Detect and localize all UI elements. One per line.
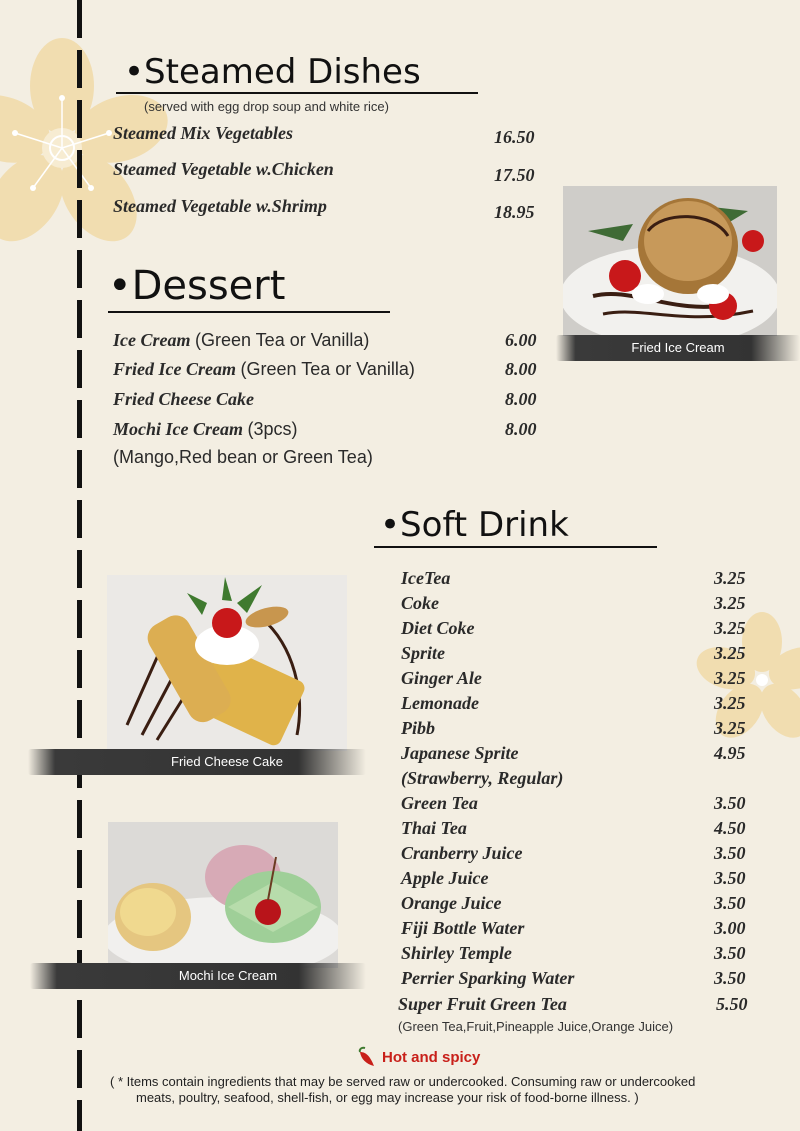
fried-ice-cream-photo — [563, 186, 777, 336]
menu-item-price: 8.00 — [505, 419, 537, 439]
drink-name: Coke — [401, 593, 439, 613]
menu-item-price: 8.00 — [505, 389, 537, 409]
soft-drink-rule — [374, 546, 657, 548]
fried-cheese-cake-caption: Fried Cheese Cake — [28, 749, 366, 775]
drink-name: Perrier Sparking Water — [401, 968, 575, 988]
fried-ice-cream-caption: Fried Ice Cream — [556, 335, 800, 361]
drink-price: 3.25 — [714, 693, 746, 713]
drink-name: Diet Coke — [401, 618, 475, 638]
drink-name: Ginger Ale — [401, 668, 482, 688]
menu-item-detail: (3pcs) — [247, 419, 298, 439]
hot-spicy-legend — [356, 1046, 480, 1068]
menu-item-price: 16.50 — [494, 127, 535, 147]
disclaimer-line-2: meats, poultry, seafood, shell-fish, or egg may increase your risk of food-borne illness. ) — [136, 1090, 639, 1105]
menu-item-name: Fried Cheese Cake — [113, 389, 254, 409]
menu-item — [113, 419, 298, 440]
drink-price: 4.95 — [714, 743, 746, 763]
dessert-rule — [108, 311, 390, 313]
menu-item-name: Mochi Ice Cream — [113, 419, 243, 439]
drink-name: Apple Juice — [401, 868, 489, 888]
drink-name: Japanese Sprite — [401, 743, 519, 763]
drink-name: Sprite — [401, 643, 446, 663]
drink-name: Cranberry Juice — [401, 843, 523, 863]
super-fruit-detail: (Green Tea,Fruit,Pineapple Juice,Orange Juice) — [398, 1019, 674, 1034]
drink-price: 3.25 — [714, 718, 746, 738]
drink-price: 3.00 — [714, 918, 746, 938]
drink-price: 3.25 — [714, 643, 746, 663]
drink-name: Lemonade — [401, 693, 479, 713]
menu-item-detail: (Green Tea or Vanilla) — [194, 330, 370, 350]
menu-item-price: 8.00 — [505, 359, 537, 379]
menu-item-price: 6.00 — [505, 330, 537, 350]
steamed-dishes-title: •Steamed Dishes — [124, 52, 421, 92]
drink-price: 3.25 — [714, 618, 746, 638]
menu-item-name: Steamed Mix Vegetables — [113, 123, 293, 143]
menu-item — [113, 359, 415, 380]
menu-item-name: Fried Ice Cream — [113, 359, 236, 379]
drink-price: 5.50 — [716, 994, 748, 1014]
dessert-title: •Dessert — [108, 263, 286, 309]
drink-name: (Strawberry, Regular) — [401, 768, 564, 788]
mochi-flavors — [113, 447, 373, 468]
soft-drink-title: •Soft Drink — [380, 505, 569, 545]
drink-name: Fiji Bottle Water — [401, 918, 525, 938]
drink-name: Super Fruit Green Tea — [398, 994, 567, 1014]
drink-price: 3.50 — [714, 868, 746, 888]
drink-price: 3.50 — [714, 943, 746, 963]
steamed-dishes-subtitle: (served with egg drop soup and white rice) — [144, 99, 389, 114]
menu-item — [113, 330, 369, 351]
drink-price: 3.50 — [714, 793, 746, 813]
drink-price: 3.25 — [714, 568, 746, 588]
drink-name: IceTea — [401, 568, 451, 588]
menu-item-name: Ice Cream — [113, 330, 191, 350]
menu-item — [113, 389, 254, 410]
hot-spicy-label: Hot and spicy — [382, 1048, 481, 1066]
drink-price: 3.25 — [714, 593, 746, 613]
disclaimer-line-1: ( * Items contain ingredients that may be served raw or undercooked. Consuming raw or undercooked — [110, 1074, 696, 1089]
drink-name: Orange Juice — [401, 893, 502, 913]
menu-item-price: 17.50 — [494, 165, 535, 185]
drink-price: 3.50 — [714, 968, 746, 988]
drink-price: 4.50 — [714, 818, 746, 838]
fried-cheese-cake-photo — [107, 575, 347, 751]
menu-item-name: Steamed Vegetable w.Chicken — [113, 159, 334, 179]
drink-price: 3.25 — [714, 668, 746, 688]
mochi-ice-cream-photo — [108, 822, 338, 968]
menu-item-detail: (Green Tea or Vanilla) — [240, 359, 415, 379]
mochi-flavors-text: (Mango,Red bean or Green Tea) — [113, 447, 373, 467]
drink-name: Thai Tea — [401, 818, 467, 838]
menu-item-price: 18.95 — [494, 202, 535, 222]
drink-name: Shirley Temple — [401, 943, 512, 963]
menu-item-name: Steamed Vegetable w.Shrimp — [113, 196, 327, 216]
drink-price: 3.50 — [714, 843, 746, 863]
drink-name: Pibb — [401, 718, 435, 738]
drink-price: 3.50 — [714, 893, 746, 913]
mochi-ice-cream-caption: Mochi Ice Cream — [30, 963, 366, 989]
chili-pepper-icon — [356, 1046, 380, 1068]
drink-name: Green Tea — [401, 793, 478, 813]
steamed-dishes-rule — [116, 92, 478, 94]
vertical-dashed-divider — [77, 0, 82, 1131]
